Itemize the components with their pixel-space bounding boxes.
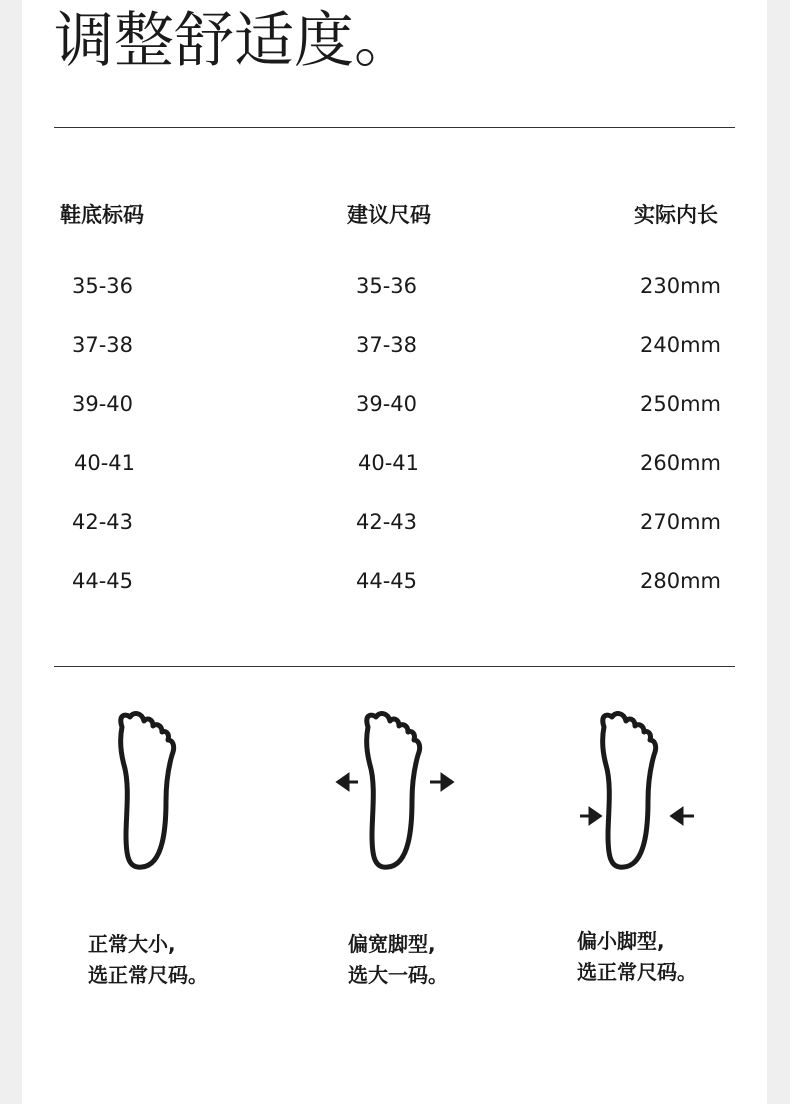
bottom-divider (54, 666, 735, 667)
page-title: 调整舒适度。 (54, 6, 414, 76)
caption-wide (348, 929, 448, 991)
table-cell-sole-size: 44-45 (72, 569, 134, 593)
caption-line: 选正常尺码。 (88, 963, 208, 987)
table-cell-recommended-size: 44-45 (356, 569, 418, 593)
caption-line: 正常大小, (88, 932, 176, 956)
caption-line: 偏宽脚型, (348, 932, 436, 956)
caption-line: 偏小脚型, (577, 929, 665, 953)
table-cell-recommended-size: 40-41 (358, 451, 420, 475)
top-divider (54, 127, 735, 128)
table-cell-sole-size: 42-43 (72, 510, 134, 534)
table-cell-inner-length: 280mm (640, 569, 721, 593)
table-cell-recommended-size: 42-43 (356, 510, 418, 534)
table-cell-inner-length: 240mm (640, 333, 721, 357)
caption-line: 选大一码。 (348, 963, 448, 987)
header-sole-size: 鞋底标码 (60, 203, 144, 227)
table-cell-recommended-size: 37-38 (356, 333, 418, 357)
table-cell-sole-size: 35-36 (72, 274, 134, 298)
caption-normal (88, 929, 208, 991)
foot-normal-icon (108, 705, 198, 875)
table-cell-sole-size: 40-41 (74, 451, 136, 475)
foot-wide-icon (338, 705, 458, 875)
table-cell-inner-length: 250mm (640, 392, 721, 416)
table-cell-recommended-size: 35-36 (356, 274, 418, 298)
size-guide-page (22, 0, 767, 1104)
header-inner-length: 实际内长 (634, 203, 718, 227)
table-cell-sole-size: 39-40 (72, 392, 134, 416)
foot-narrow-icon (578, 705, 698, 875)
caption-narrow (577, 926, 697, 988)
table-cell-inner-length: 260mm (640, 451, 721, 475)
caption-line: 选正常尺码。 (577, 960, 697, 984)
table-cell-inner-length: 230mm (640, 274, 721, 298)
table-cell-recommended-size: 39-40 (356, 392, 418, 416)
table-cell-inner-length: 270mm (640, 510, 721, 534)
table-cell-sole-size: 37-38 (72, 333, 134, 357)
header-recommended-size: 建议尺码 (347, 203, 431, 227)
